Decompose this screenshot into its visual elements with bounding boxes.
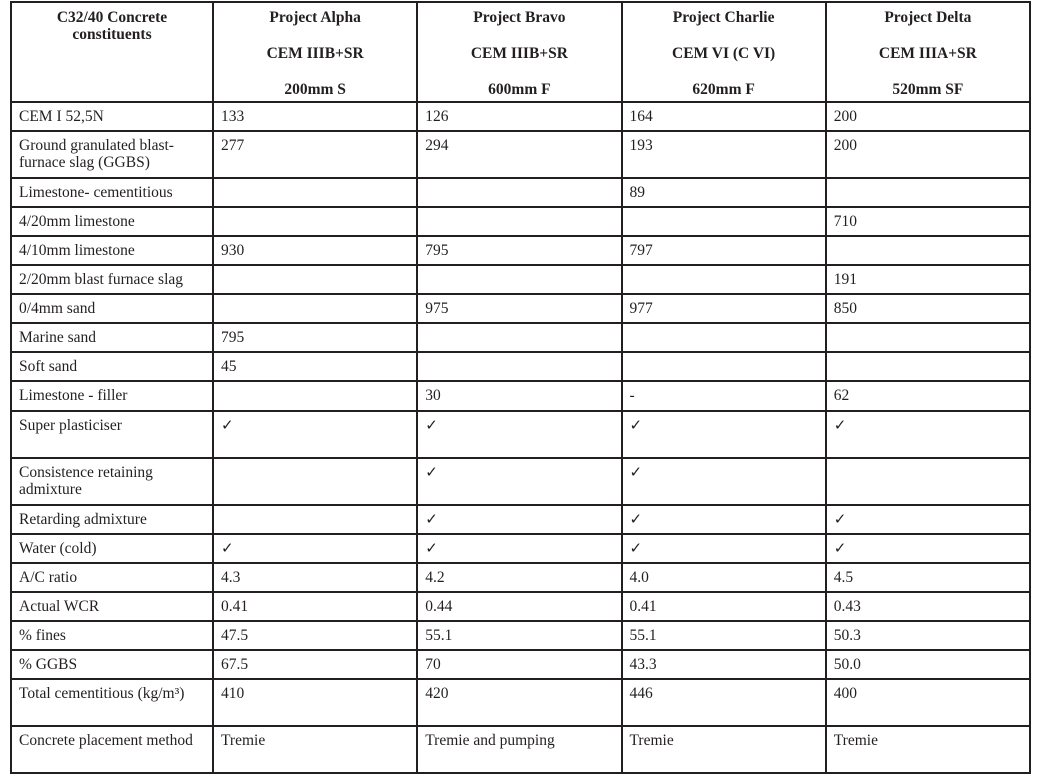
row-label: Concrete placement method	[11, 726, 213, 773]
row-label: Limestone - filler	[11, 381, 213, 411]
row-label: Water (cold)	[11, 534, 213, 563]
value-cell	[826, 178, 1030, 207]
project-header	[213, 2, 417, 102]
value-cell	[622, 352, 826, 381]
value-cell: Tremie and pumping	[417, 726, 621, 773]
value-cell: 0.41	[622, 592, 826, 621]
check-icon-cell: ✓	[417, 411, 621, 458]
project-cement: CEM IIIA+SR	[878, 45, 977, 62]
value-cell	[213, 381, 417, 411]
value-cell: 930	[213, 236, 417, 265]
value-cell: 4.0	[622, 563, 826, 592]
check-icon-cell: ✓	[826, 505, 1030, 534]
value-cell: 0.43	[826, 592, 1030, 621]
project-name: Project Delta	[884, 9, 972, 26]
project-slump: 520mm SF	[892, 81, 964, 98]
row-label: Soft sand	[11, 352, 213, 381]
value-cell: Tremie	[826, 726, 1030, 773]
value-cell	[826, 323, 1030, 352]
project-name: Project Alpha	[269, 9, 361, 26]
project-name: Project Charlie	[672, 9, 775, 26]
project-slump: 620mm F	[692, 81, 755, 98]
value-cell: 4.5	[826, 563, 1030, 592]
row-label: Total cementitious (kg/m³)	[11, 679, 213, 726]
value-cell: 50.3	[826, 621, 1030, 650]
row-label: 0/4mm sand	[11, 294, 213, 323]
value-cell: Tremie	[622, 726, 826, 773]
corner-header: C32/40 Concrete constituents	[11, 2, 213, 102]
check-icon-cell: ✓	[622, 458, 826, 505]
table-row	[11, 236, 1030, 265]
value-cell	[213, 505, 417, 534]
project-header	[826, 2, 1030, 102]
value-cell	[417, 265, 621, 294]
value-cell: 795	[213, 323, 417, 352]
check-icon-cell: ✓	[417, 534, 621, 563]
value-cell: 45	[213, 352, 417, 381]
value-cell: 294	[417, 131, 621, 178]
row-label: Super plasticiser	[11, 411, 213, 458]
table-row	[11, 505, 1030, 534]
project-cement: CEM IIIB+SR	[266, 45, 364, 62]
table-row	[11, 131, 1030, 178]
value-cell	[417, 207, 621, 236]
value-cell: 55.1	[417, 621, 621, 650]
table-row	[11, 650, 1030, 679]
value-cell	[213, 178, 417, 207]
row-label: A/C ratio	[11, 563, 213, 592]
value-cell: 126	[417, 102, 621, 131]
concrete-mix-table	[10, 1, 1031, 774]
check-icon-cell: ✓	[213, 534, 417, 563]
table-row	[11, 102, 1030, 131]
value-cell: 191	[826, 265, 1030, 294]
row-label: 2/20mm blast furnace slag	[11, 265, 213, 294]
value-cell	[213, 458, 417, 505]
value-cell: 797	[622, 236, 826, 265]
table-row	[11, 265, 1030, 294]
value-cell: 62	[826, 381, 1030, 411]
value-cell: 420	[417, 679, 621, 726]
value-cell: 30	[417, 381, 621, 411]
value-cell	[213, 265, 417, 294]
value-cell: 67.5	[213, 650, 417, 679]
row-label: % GGBS	[11, 650, 213, 679]
value-cell: 4.3	[213, 563, 417, 592]
project-cement: CEM VI (C VI)	[672, 45, 776, 62]
value-cell: 446	[622, 679, 826, 726]
value-cell: 47.5	[213, 621, 417, 650]
check-icon-cell: ✓	[622, 534, 826, 563]
project-cement: CEM IIIB+SR	[470, 45, 568, 62]
table-row	[11, 323, 1030, 352]
value-cell: 0.44	[417, 592, 621, 621]
table-row	[11, 381, 1030, 411]
row-label: Limestone- cementitious	[11, 178, 213, 207]
table-row	[11, 679, 1030, 726]
value-cell: 4.2	[417, 563, 621, 592]
table-row	[11, 294, 1030, 323]
row-label: Retarding admixture	[11, 505, 213, 534]
table-row	[11, 592, 1030, 621]
row-label: Marine sand	[11, 323, 213, 352]
value-cell	[826, 458, 1030, 505]
table-row	[11, 621, 1030, 650]
row-label: CEM I 52,5N	[11, 102, 213, 131]
value-cell	[826, 352, 1030, 381]
value-cell: 795	[417, 236, 621, 265]
project-name: Project Bravo	[473, 9, 566, 26]
table-row	[11, 458, 1030, 505]
row-label: Consistence retaining admixture	[11, 458, 213, 505]
table-row	[11, 207, 1030, 236]
table-row	[11, 352, 1030, 381]
value-cell: 977	[622, 294, 826, 323]
row-label: 4/20mm limestone	[11, 207, 213, 236]
table-body	[11, 102, 1030, 773]
value-cell: 133	[213, 102, 417, 131]
row-label: 4/10mm limestone	[11, 236, 213, 265]
check-icon-cell: ✓	[826, 534, 1030, 563]
row-label: Actual WCR	[11, 592, 213, 621]
value-cell	[622, 207, 826, 236]
value-cell: 193	[622, 131, 826, 178]
value-cell: 850	[826, 294, 1030, 323]
value-cell: 710	[826, 207, 1030, 236]
check-icon-cell: ✓	[417, 458, 621, 505]
value-cell: 200	[826, 131, 1030, 178]
row-label: % fines	[11, 621, 213, 650]
value-cell: 164	[622, 102, 826, 131]
check-icon-cell: ✓	[213, 411, 417, 458]
value-cell: 89	[622, 178, 826, 207]
value-cell: 277	[213, 131, 417, 178]
value-cell	[213, 294, 417, 323]
value-cell: 975	[417, 294, 621, 323]
value-cell	[826, 236, 1030, 265]
project-header	[417, 2, 621, 102]
value-cell: 400	[826, 679, 1030, 726]
value-cell: 50.0	[826, 650, 1030, 679]
value-cell	[417, 323, 621, 352]
table-row	[11, 534, 1030, 563]
check-icon-cell: ✓	[826, 411, 1030, 458]
value-cell: 70	[417, 650, 621, 679]
project-slump: 600mm F	[488, 81, 551, 98]
check-icon-cell: ✓	[417, 505, 621, 534]
value-cell	[417, 352, 621, 381]
value-cell	[213, 207, 417, 236]
value-cell: Tremie	[213, 726, 417, 773]
value-cell: 200	[826, 102, 1030, 131]
value-cell	[622, 265, 826, 294]
table-row	[11, 563, 1030, 592]
table-row	[11, 411, 1030, 458]
check-icon-cell: ✓	[622, 411, 826, 458]
value-cell: -	[622, 381, 826, 411]
table-row	[11, 178, 1030, 207]
project-header	[622, 2, 826, 102]
value-cell: 55.1	[622, 621, 826, 650]
check-icon-cell: ✓	[622, 505, 826, 534]
row-label: Ground granulated blast-furnace slag (GGBS)	[11, 131, 213, 178]
value-cell	[622, 323, 826, 352]
header-row	[11, 2, 1030, 102]
table-row	[11, 726, 1030, 773]
value-cell: 410	[213, 679, 417, 726]
value-cell: 43.3	[622, 650, 826, 679]
project-slump: 200mm S	[284, 81, 346, 98]
value-cell: 0.41	[213, 592, 417, 621]
value-cell	[417, 178, 621, 207]
